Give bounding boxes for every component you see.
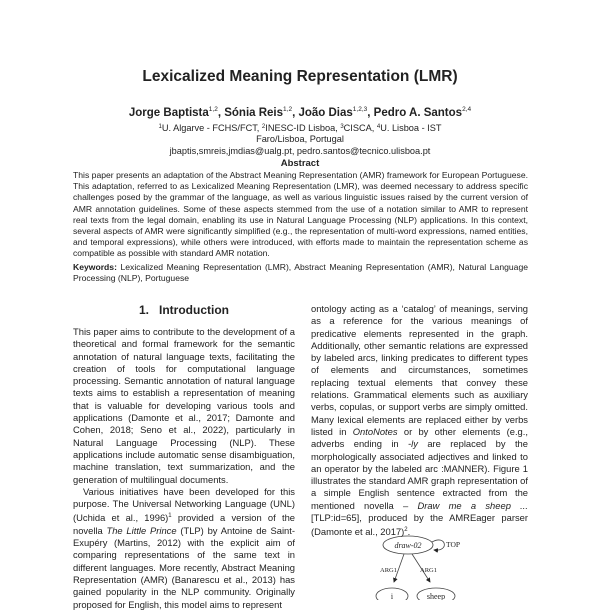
graph-node-i-label: i xyxy=(390,592,394,600)
author: Pedro A. Santos$^{2,4}$ xyxy=(373,106,472,119)
abstract-heading: Abstract xyxy=(280,158,320,169)
graph-node-root-label: draw-02 xyxy=(394,541,422,550)
paragraph: Various initiatives have been developed for this purpose. The Universal Networking Language (UNL) (Uchida et al., 1996)$^1$ provided a version of the novella The Little Prince (TLP) by Antoine de Saint-Exupéry (Martins, 2012) with the explicit aim of comparing representations of the same text in different languages. More recently, Abstract Meaning Representation (AMR) (Banarescu et al., 2013) has gained popularity in the NLP community. Originally proposed for English, this model aims to represent xyxy=(73,485,295,610)
right-column xyxy=(311,303,528,539)
edge-right-label: ARG1 xyxy=(420,567,437,574)
author-list xyxy=(0,106,600,119)
emails: jbaptis,smreis,jmdias@ualg.pt, pedro.santos@tecnico.ulisboa.pt xyxy=(169,146,431,156)
top-loop-arrow xyxy=(432,540,444,550)
author: Jorge Baptista$^{1,2}$, xyxy=(128,106,225,119)
location: Faro/Lisboa, Portugal xyxy=(256,134,344,144)
section-heading: 1. Introduction xyxy=(138,303,229,317)
paragraph: This paper aims to contribute to the development of a theoretical and formal framework for the semantic annotation of natural language texts, facilitating the creation of tools for computational language processing. Semantic annotation of natural language texts aims to establish a representation of meaning that is valuable for developing various tools and applications (Damonte et al., 2017; Damonte and Cohen, 2018; Seno et al., 2022), particularly in Natural Language Processing (NLP). These applications include automatic sense disambiguation, machine translation, text summarization, and the generation of multilingual documents. xyxy=(73,326,295,485)
paragraph: ontology acting as a ‘catalog’ of meanings, serving as a reference for the various meanings of predicative elements represented in the graph. Additionally, other semantic relations are expressed by labeled arcs, linking predicates to different types of elements and circumstances, sometimes replacing textual elements that convey these relations. Grammatical elements such as auxiliary verbs, copulas, or support verbs are simply omitted. Many lexical elements are replaced either by verbs listed in OntoNotes or by other elements (e.g., adverbs ending in -ly are replaced by the morphologically associated adjectives and linked to an operator by the labeled arc :MANNER). Figure 1 illustrates the standard AMR graph representation of a simple English sentence extracted from the mentioned novella – Draw me a sheep ... [TLP:id=65], produced by the AMREager parser (Damonte et al., 2017)$^2$. xyxy=(311,303,528,538)
abstract-text: This paper presents an adaptation of the Abstract Meaning Representation (AMR) framework for European Portuguese. This adaptation, referred to as Lexicalized Meaning Representation (LMR), was deemed necessary to address specific challenges posed by the grammar of the language, as well as various linguistic issues raised by the current version of AMR annotation guidelines. Some of these aspects stemmed from the use of a notation similar to AMR to represent real texts from the legal domain, enabling its use in Natural Language Processing (NLP) applications. In this context, several aspects of AMR were significantly simplified (e.g., the representation of multi-word expressions, named entities, and temporal expressions), while others were introduced, with efforts made to maintain the representation scheme as compatible as possible with standard AMR notation. xyxy=(73,170,528,259)
amr-graph-figure xyxy=(350,530,520,600)
affiliations: $^1$U. Algarve - FCHS/FCT, $^2$INESC-ID Lisboa, $^3$CISCA, $^4$U. Lisboa - IST xyxy=(158,123,442,133)
paper-title: Lexicalized Meaning Representation (LMR) xyxy=(142,68,458,85)
author: Sónia Reis$^{1,2}$, xyxy=(224,106,299,119)
footnote-marker: 2 xyxy=(404,527,408,534)
footnote-marker: 1 xyxy=(168,513,172,520)
top-label: TOP xyxy=(446,540,461,549)
keywords-label: Keywords: xyxy=(73,262,117,272)
graph-node-sheep-label: sheep xyxy=(426,592,446,600)
author: João Dias$^{1,2,3}$, xyxy=(298,106,374,119)
keywords: Keywords: Lexicalized Meaning Representation (LMR), Abstract Meaning Representation (AMR), Natural Language Processing (NLP), Portuguese xyxy=(73,262,528,284)
edge-left-label: ARG1 xyxy=(380,567,397,574)
left-column xyxy=(73,326,295,611)
